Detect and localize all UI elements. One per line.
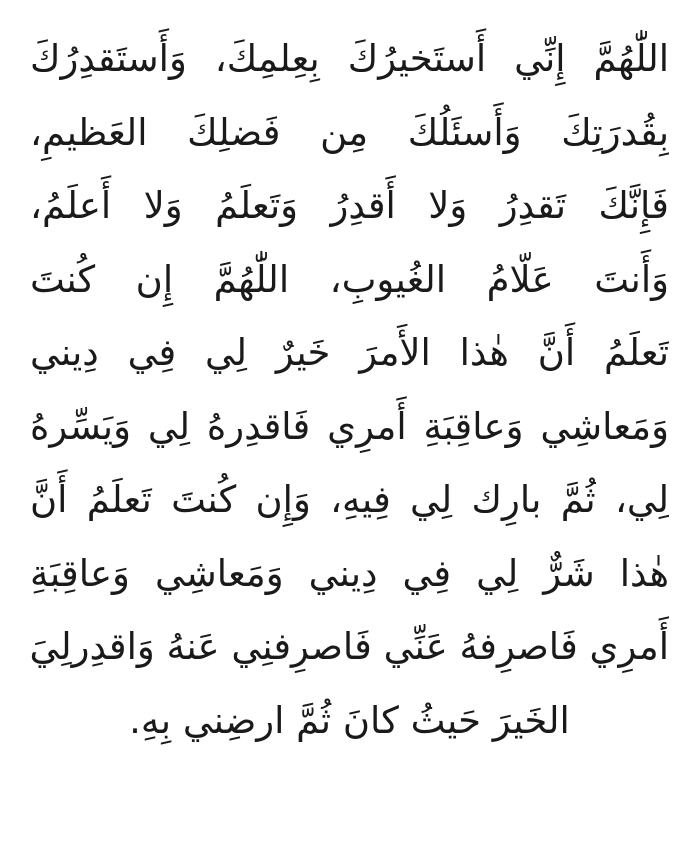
text-line-10: الخَيرَ حَيثُ كانَ ثُمَّ ارضِني بِهِ. [129,698,570,742]
text-line-7: لِي، ثُمَّ بارِك لِي فِيهِ، وَإِن كُنتَ تَعلَمُ أَنَّ [30,478,669,521]
text-line-6: وَمَعاشِي وَعاقِبَةِ أَمرِي فَاقدِرهُ لِي وَيَسِّرهُ [30,404,669,448]
text-line-9: أَمرِي فَاصرِفهُ عَنِّي فَاصرِفنِي عَنهُ وَاقدِرلِيَ [30,625,669,668]
text-line-8: هٰذا شَرٌّ لِي فِي دِيني وَمَعاشِي وَعاقِبَةِ [30,551,669,595]
dua-text-block [30,22,669,757]
text-line-1: اللّٰهُمَّ إِنِّي أَستَخيرُكَ بِعِلمِكَ، وَأَستَقدِرُكَ [30,37,669,80]
text-line-2: بِقُدرَتِكَ وَأَسئَلُكَ مِن فَضلِكَ العَظيمِ، [30,110,669,154]
text-line-3: فَإِنَّكَ تَقدِرُ وَلا أَقدِرُ وَتَعلَمُ وَلا أَعلَمُ، [30,184,669,227]
text-line-4: وَأَنتَ عَلّامُ الغُيوبِ، اللّٰهُمَّ إِن كُنتَ [30,257,669,301]
text-line-5: تَعلَمُ أَنَّ هٰذا الأَمرَ خَيرٌ لِي فِي دِيني [30,331,669,374]
